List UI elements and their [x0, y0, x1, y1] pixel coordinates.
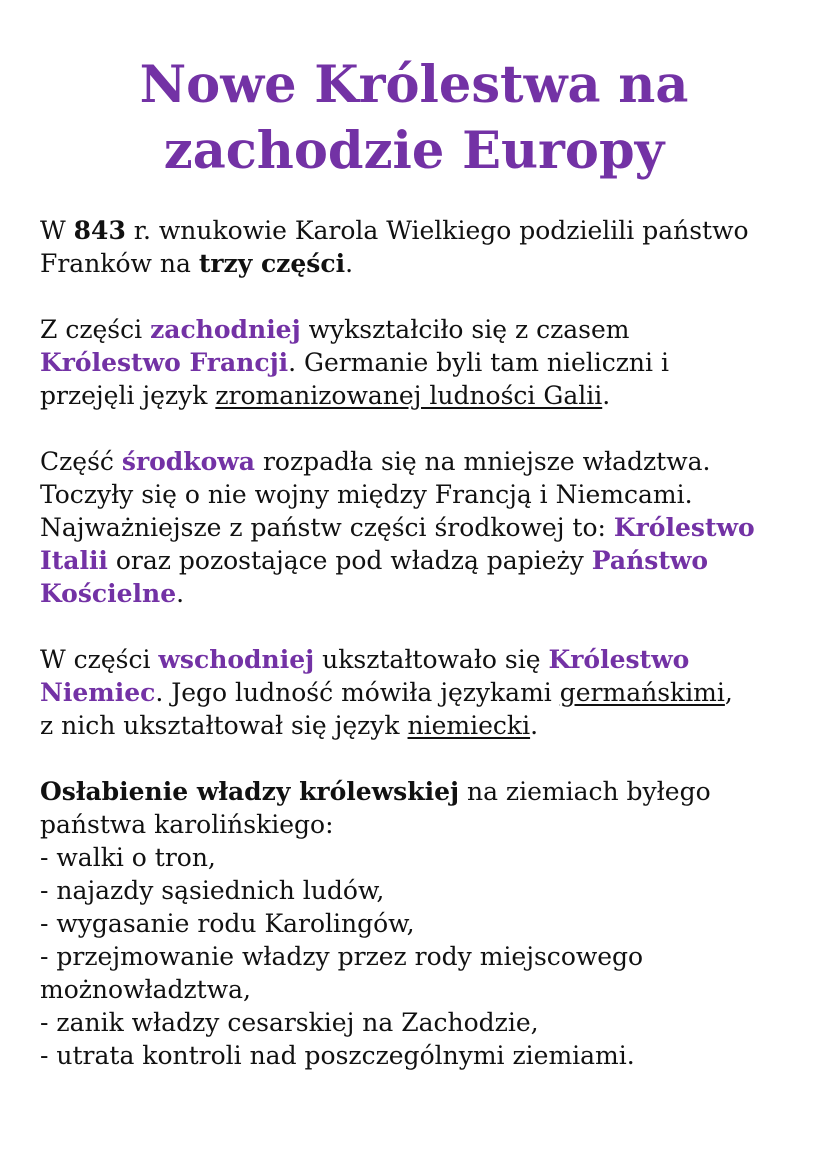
title-line-2: zachodzie Europy [163, 121, 665, 181]
text-line: Z części zachodniej wykształciło się z czasem [40, 315, 630, 344]
list-item: - utrata kontroli nad poszczególnymi ziemiami. [40, 1041, 635, 1070]
paragraph-weakening [40, 775, 810, 1072]
list-item: możnowładztwa, [40, 975, 251, 1004]
term-romanized: zromanizowanej ludności Galii [215, 381, 603, 410]
term-middle: środkowa [121, 447, 255, 476]
three-parts: trzy części [198, 249, 346, 278]
text-line: Toczyły się o nie wojny między Francją i Niemcami. [40, 480, 693, 509]
paragraph-east [40, 643, 810, 742]
text-line: Część środkowa rozpadła się na mniejsze władztwa. [40, 447, 711, 476]
paragraph-843 [40, 214, 810, 280]
text-line: Królestwo Francji. Germanie byli tam nieliczni i [40, 348, 669, 377]
title-line-1: Nowe Królestwa na [139, 55, 689, 115]
text-line: Osłabienie władzy królewskiej na ziemiach byłego [40, 777, 711, 806]
term-kingdom-germany-b: Niemiec [40, 678, 156, 707]
text-line: państwa karolińskiego: [40, 810, 334, 839]
list-item: - zanik władzy cesarskiej na Zachodzie, [40, 1008, 539, 1037]
list-item: - wygasanie rodu Karolingów, [40, 909, 415, 938]
list-item: - najazdy sąsiednich ludów, [40, 876, 385, 905]
text-line: Kościelne. [40, 579, 185, 608]
list-item: - walki o tron, [40, 843, 216, 872]
term-kingdom-germany-a: Królestwo [548, 645, 690, 674]
term-germanic: germańskimi [559, 678, 725, 707]
term-kingdom-italy-b: Italii [40, 546, 108, 575]
weakening-heading: Osłabienie władzy królewskiej [40, 777, 460, 806]
paragraph-middle [40, 445, 810, 610]
term-kingdom-france: Królestwo Francji [40, 348, 289, 377]
term-kingdom-italy-a: Królestwo [613, 513, 755, 542]
term-papal-state-b: Kościelne [40, 579, 177, 608]
text-line: W 843 r. wnukowie Karola Wielkiego podzielili państwo [40, 216, 749, 245]
term-east: wschodniej [158, 645, 315, 674]
term-west: zachodniej [150, 315, 301, 344]
document-body [40, 214, 810, 1105]
text-line: Franków na trzy części. [40, 249, 354, 278]
page-title [0, 52, 828, 184]
year-843: 843 [73, 216, 126, 245]
text-line: z nich ukształtował się język niemiecki. [40, 711, 539, 740]
text-line: Najważniejsze z państw części środkowej to: Królestwo [40, 513, 755, 542]
text-line: Italii oraz pozostające pod władzą papieży Państwo [40, 546, 709, 575]
list-item: - przejmowanie władzy przez rody miejscowego [40, 942, 644, 971]
text-line: W części wschodniej ukształtowało się Królestwo [40, 645, 690, 674]
paragraph-west [40, 313, 810, 412]
term-german: niemiecki [407, 711, 531, 740]
term-papal-state-a: Państwo [591, 546, 709, 575]
text-line: przejęli język zromanizowanej ludności Galii. [40, 381, 611, 410]
text-line: Niemiec. Jego ludność mówiła językami germańskimi, [40, 678, 733, 707]
